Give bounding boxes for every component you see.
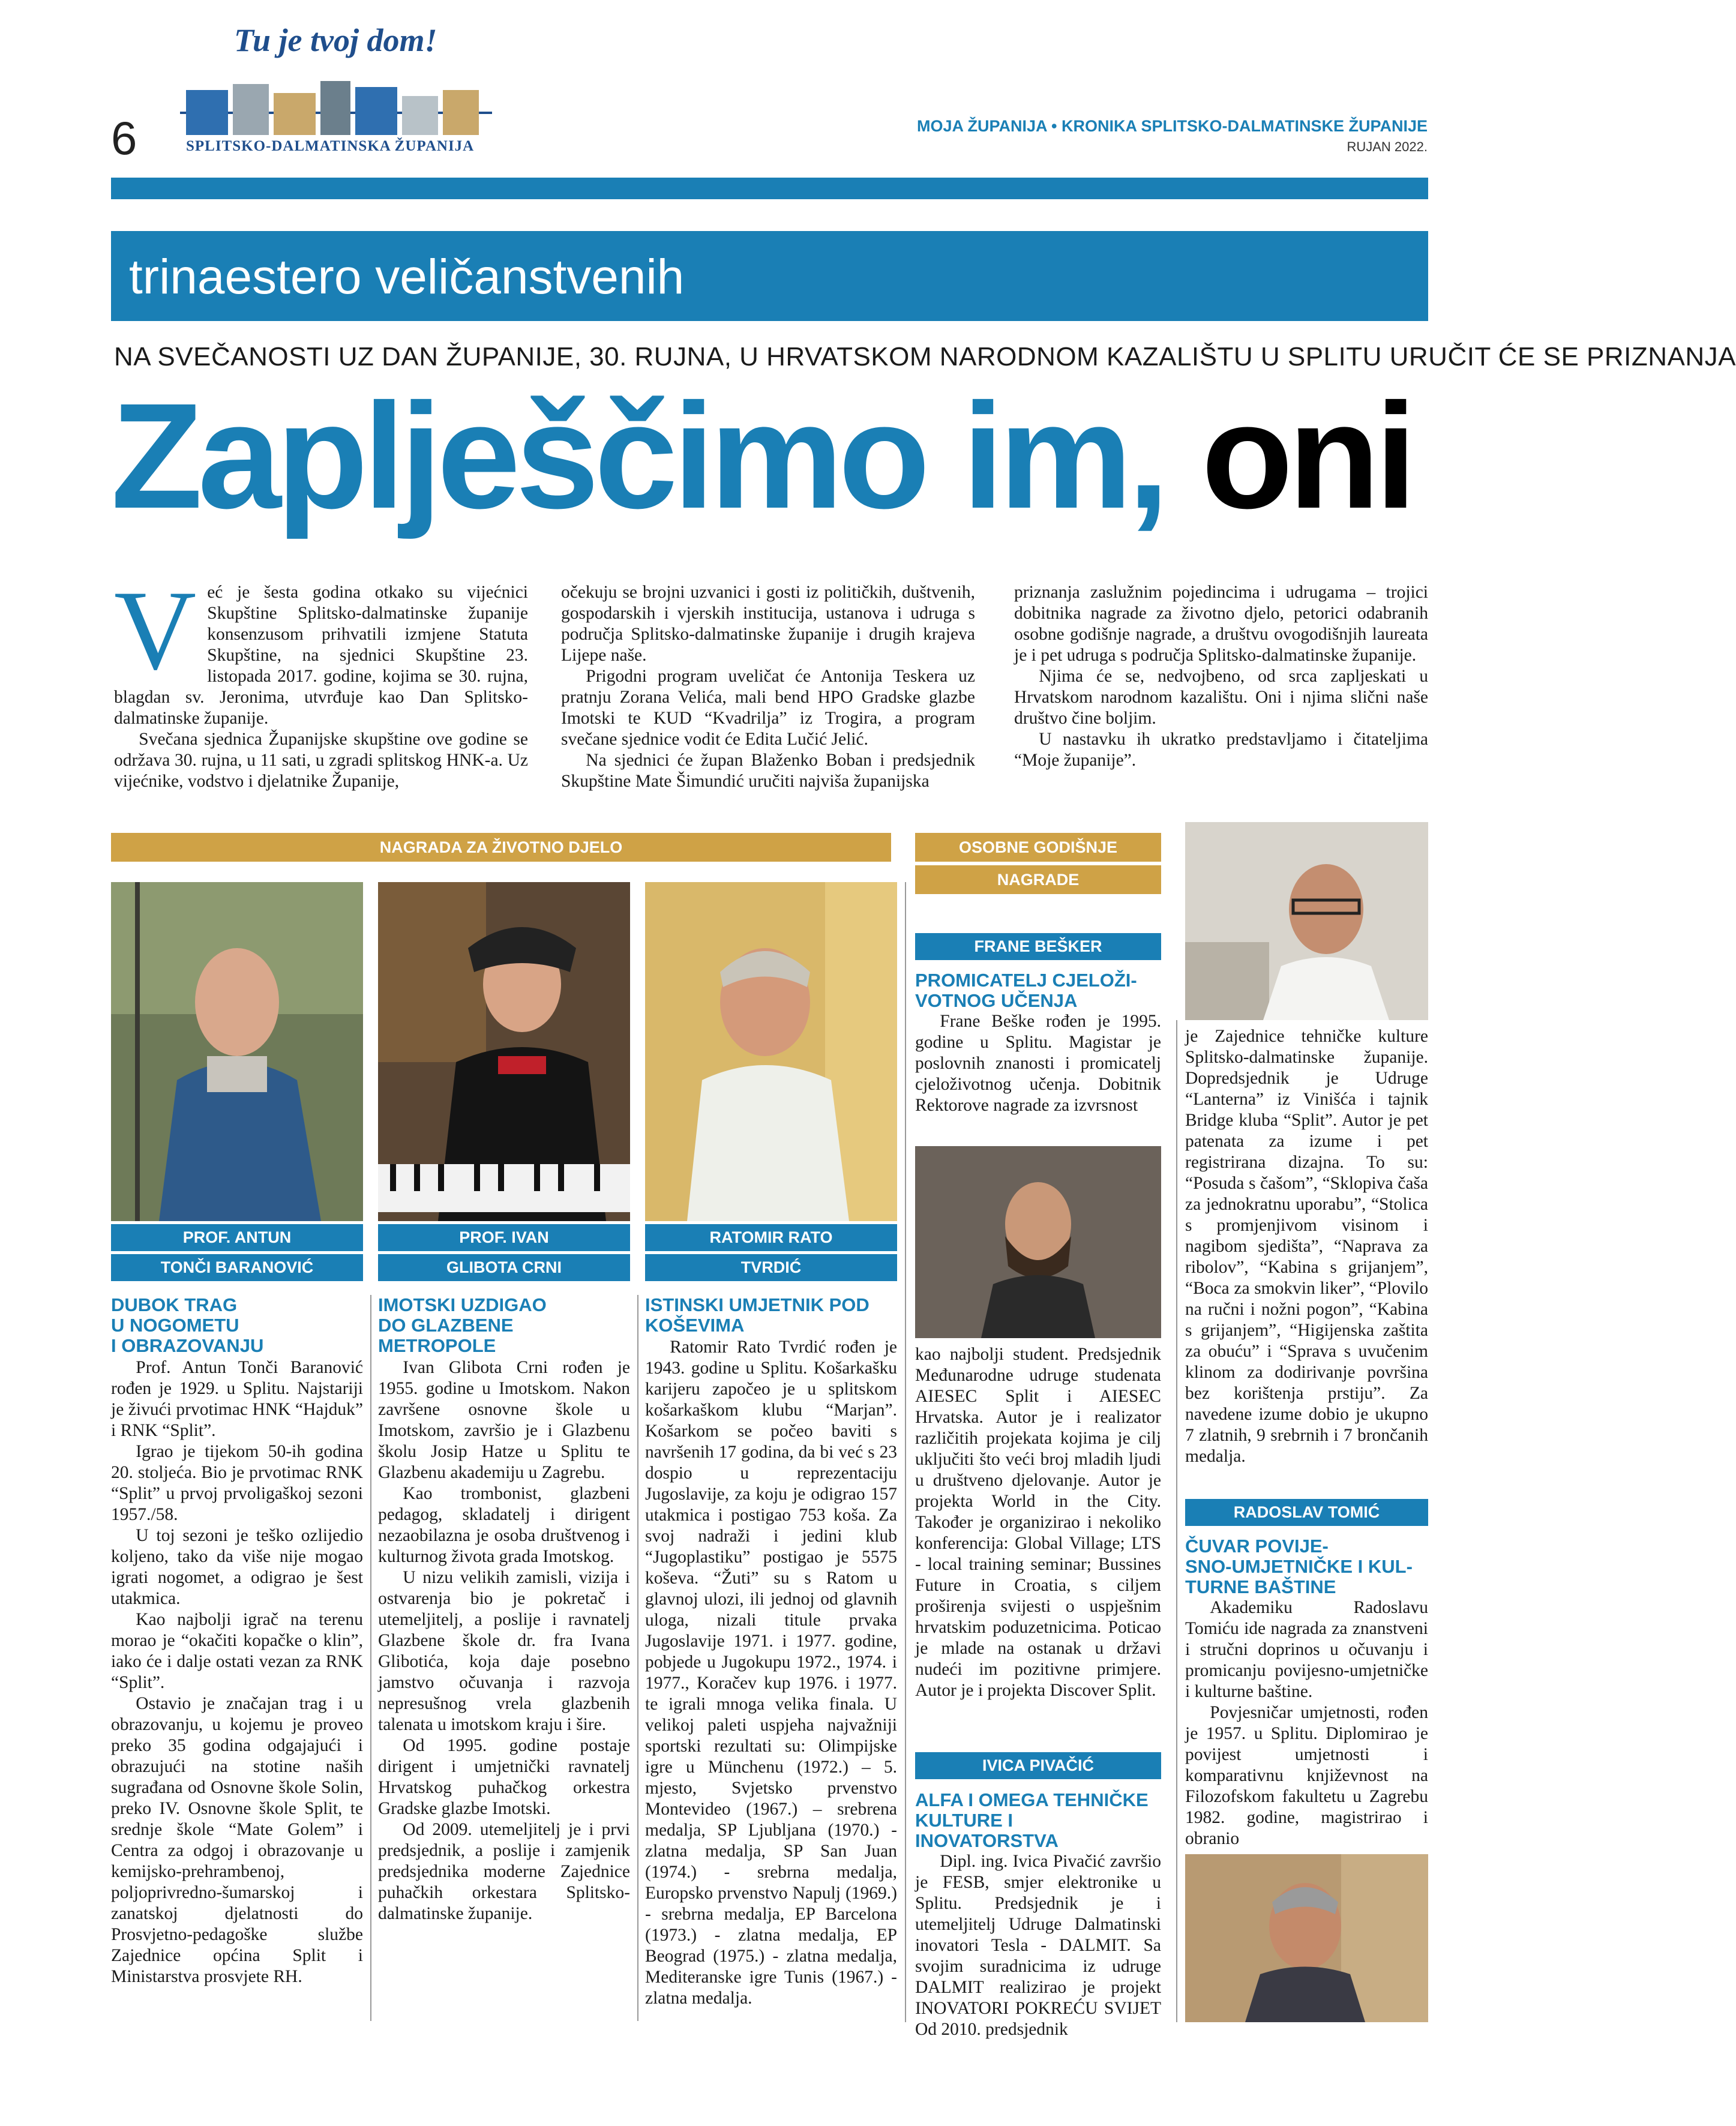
paragraph: Akademiku Radoslavu Tomiću ide nagrada za znanstveni i stručni doprinos u očuvanju i promicanju povijesno-umjetničke i kulturne baštine. [1185,1598,1428,1701]
paragraph: Od 2009. utemeljitelj je i prvi predsjednik, a poslije i zamjenik predsjednika moderne Zajednice puhačkih orkestara Splitsko-dalmatinske županije. [378,1820,630,1923]
article-besker [915,970,1161,1116]
name-line: GLIBOTA CRNI [378,1254,630,1281]
annual-award-line: NAGRADE [915,865,1161,894]
paragraph: Prof. Antun Tonči Baranović rođen je 1929. u Splitu. Najstariji je živući prvotimac HNK “Hajduk” i RNK “Split”. [111,1358,363,1440]
column-divider [905,882,906,2022]
subhead-line: VOTNOG UČENJA [915,990,1078,1011]
paragraph: Kao trombonist, glazbeni pedagog, skladatelj i dirigent nezaobilazna je osoba društvenog i kulturnog života grada Imotskog. [378,1484,630,1566]
article-pivacic [915,1790,1161,2040]
page-number: 6 [111,112,137,164]
paragraph: je Zajednice tehničke kulture Splitsko-dalmatinske županije. Dopredsjednik je Udruge “Lanterna” iz Vinišća i tajnik Bridge kluba “Split”. Autor je pet patenata za izume i pet registrirana dizajna. To su: “Posuda s čašom”, “Sklopiva čaša za jednokratnu uporabu”, “Stolica s promjenjivom visinom i nagibom sjedišta”, “Naprava za ribolov”, “Kabina s grijanjem”, “Boca za smokvin liker”, “Plovilo na ručni i nožni pogon”, “Kabina s grijanjem”, “Higijenska zaštita za obuću” i “Sprava s uvučenim klinom za dodirivanje površina bez korištenja prstiju”. Za navedene izume dobio je ukupno 7 zlatnih, 9 srebrnih i 7 brončanih medalja. [1185,1027,1428,1466]
subhead-line: IMOTSKI UZDIGAO [378,1294,547,1315]
name-bar-glibota [378,1224,630,1281]
subhead-line: ISTINSKI UMJETNIK POD [645,1294,870,1315]
logo-graphic [180,66,492,138]
subhead-line: DO GLAZBENE [378,1315,514,1336]
paragraph: U toj sezoni je teško ozlijedio koljeno, tako da više nije mogao igrati nogomet, a odigrao je šest utakmica. [111,1526,363,1608]
article-glibota [378,1295,630,1924]
name-bar-baranovic [111,1224,363,1281]
header-strip [111,178,1428,199]
paragraph: Ivan Glibota Crni rođen je 1955. godine u Imotskom. Nakon završene osnovne škole u Imotskom, završio je i Glazbenu školu Josip Hatze u Splitu te Glazbenu akademiju u Zagrebu. [378,1358,630,1482]
article-baranovic [111,1295,363,1987]
section-banner-text: trinaestero veličanstvenih [129,250,685,304]
subhead [645,1295,897,1336]
county-logo [180,12,492,162]
subhead-line: U NOGOMETU [111,1315,239,1336]
intro-paragraph: očekuju se brojni uzvanici i gosti iz političkih, duštvenih, gospodarskih i vjerskih institucija, ustanova i udruga s područja Splitsko-dalmatinske županije i drugih krajeva Lijepe naše. [561,583,975,665]
column-divider [370,1295,371,2021]
drop-cap: V [114,568,197,694]
article-body [915,1011,1161,1116]
intro-paragraph: Na sjednici će župan Blaženko Boban i predsjednik Skupštine Mate Šimundić uručiti najviša županijska [561,751,975,791]
paragraph: Igrao je tijekom 50-ih godina 20. stoljeća. Bio je prvotimac RNK “Split” u prvoj prvoligaškoj sezoni 1957./58. [111,1442,363,1524]
intro-paragraph: priznanja zaslužnim pojedincima i udrugama – trojici dobitnika nagrade za životno djelo, petorici odabranih osobne godišnje nagrade, a društvu ovogodišnjih laureata je i pet udruga s područja Splitsko-dalmatinske županije. [1014,583,1428,665]
page-header [0,0,1536,180]
subhead-line: DUBOK TRAG [111,1294,238,1315]
issue-date: RUJAN 2022. [1347,139,1428,154]
paragraph: Od 1995. godine postaje dirigent i umjetnički ravnatelj Hrvatskog puhačkog orkestra Gradske glazbe Imotski. [378,1736,630,1818]
paragraph: Dipl. ing. Ivica Pivačić završio je FESB, smjer elektronike u Splitu. Predsjednik je i utemeljitelj Udruge Dalmatinski inovatori Tesla - DALMIT. Sa svojim suradnicima iz udruge DALMIT realizirao je projekt INOVATORI POKREĆU SVIJET Od 2010. predsjednik [915,1852,1161,2039]
paragraph: Kao najbolji igrač na terenu morao je “okačiti kopačke o klin”, iako će i dalje ostati vezan za RNK “Split”. [111,1610,363,1692]
life-award-banner: NAGRADA ZA ŽIVOTNO DJELO [111,833,891,862]
subhead-line: I OBRAZOVANJU [111,1335,264,1356]
subhead-line: KOŠEVIMA [645,1315,745,1336]
name-line: TVRDIĆ [645,1254,897,1281]
name-bar-pivacic: IVICA PIVAČIĆ [915,1752,1161,1779]
intro-paragraph: Njima će se, nedvojbeno, od srca zapljeskati u Hrvatskom narodnom kazalištu. Oni i njima slični naše društvo čine boljim. [1014,667,1428,728]
column-divider [1176,1020,1177,2022]
headline-black: oni [1201,372,1412,539]
headline-blue: Zaplješčimo im, [111,372,1165,539]
intro-paragraph: Prigodni program uveličat će Antonija Teskera uz pratnju Zorana Velića, mali bend HPO Gradske glazbe Imotski te KUD “Kvadrilja” iz Trogira, a program svečane sjednice vodit će Edita Lučić Jelić. [561,667,975,749]
article-body [915,1851,1161,2040]
article-tomic [1185,1536,1428,1849]
logo-text: SPLITSKO-DALMATINSKA ŽUPANIJA [186,138,475,154]
subhead-line: TURNE BAŠTINE [1185,1576,1336,1597]
photo-baranovic [111,882,363,1221]
intro-paragraph: eć je šesta godina otkako su vijećnici Skupštine Splitsko-dalmatinske županije konsenzusom prihvatili izmjene Statuta Skupštine, na sjednici Skupštine 23. listopada 2017. godine, kojima se 30. rujna, blagdan sv. Jeronima, utvrđuje kao Dan Splitsko-dalmatinske županije. [114,583,528,728]
name-line: PROF. ANTUN [111,1224,363,1251]
paragraph: Povjesničar umjetnosti, rođen je 1957. u Splitu. Diplomirao je povijest umjetnosti i komparativnu književnost na Filozofskom fakultetu u Zagrebu 1982. godine, magistrirao i obranio [1185,1703,1428,1848]
intro-column-2 [561,582,975,792]
article-body [111,1357,363,1987]
article-body [1185,1597,1428,1849]
publication-title: MOJA ŽUPANIJA • KRONIKA SPLITSKO-DALMATINSKE ŽUPANIJE [917,117,1428,135]
subhead-line: PROMICATELJ CJELOŽI- [915,970,1137,991]
subhead-line: ČUVAR POVIJE- [1185,1536,1329,1557]
subhead [1185,1536,1428,1597]
subhead-line: ALFA I OMEGA TEHNIČKE [915,1789,1149,1810]
subhead [111,1295,363,1356]
subhead-line: SNO-UMJETNIČKE I KUL- [1185,1556,1413,1577]
annual-award-banner [915,833,1161,894]
paragraph: Ostavio je značajan trag i u obrazovanju, u kojemu je proveo preko 35 godina odgajajući i obrazujući na stotine naših sugrađana od Osnovne škole Solin, preko IV. Osnovne škole Split, te srednje škole “Mate Golem” i Centra za odgoj i obrazovanje u kemijsko-prehrambenoj, poljoprivredno-šumarskoj i zanatskoj djelatnosti do Prosvjetno-pedagoške službe Zajednice općina Split i Ministarstva prosvjete RH. [111,1694,363,1986]
paragraph: Ratomir Rato Tvrdić rođen je 1943. godine u Splitu. Košarkašku karijeru započeo je u splitskom košarkaškom klubu “Marjan”. Košarkom se počeo baviti s navršenih 17 godina, da bi već s 23 dospio u reprezentaciju Jugoslavije, za koju je odigrao 157 utakmica i postigao 753 koša. Za svoj nadraži i jedini klub “Jugoplastiku” postigao je 5575 koševa. “Žuti” su s Ratom u glavnoj ulozi, ili jednoj od glavnih uloga, nizali titule prvaka Jugoslavije 1971. i 1977. godine, pobjede u Jugokupu 1972., 1974. i 1977., Koračev kup 1976. i 1977. te igrali mnoga velika finala. U velikoj paleti uspjeha najvažniji sportski rezultati su: Olimpijske igre u Münchenu (1972.) – 5. mjesto, Svjetsko prvenstvo Montevideo (1967.) – srebrena medalja, SP Ljubljana (1970.) - zlatna medalja, SP San Juan (1974.) - srebrna medalja, Europsko prvenstvo Napulj (1969.) - srebrna medalja, EP Barcelona (1973.) - zlatna medalja, EP Beograd (1975.) - zlatna medalja, Mediteranske igre Tunis (1967.) - zlatna medalja. [645,1338,897,2008]
photo-glibota [378,882,630,1221]
article-besker-cont [915,1344,1161,1701]
subhead-line: KULTURE I INOVATORSTVA [915,1810,1059,1851]
article-pivacic-cont [1185,1026,1428,1467]
intro-column-3 [1014,582,1428,771]
subhead [915,970,1161,1011]
headline [111,369,1412,543]
intro-paragraph: Svečana sjednica Županijske skupštine ove godine se održava 30. rujna, u 11 sati, u zgradi splitskog HNK-a. Uz vijećnike, vodstvo i djelatnike Županije, [114,730,528,791]
name-line: TONČI BARANOVIĆ [111,1254,363,1281]
paragraph: U nizu velikih zamisli, vizija i ostvarenja bio je pokretač i utemeljitelj, a poslije i ravnatelj Glazbene škole dr. fra Ivana Glibotića, koja daje posebno jamstvo očuvanja i razvoja nepresušnog vrela glazbenih talenata u imotskom kraju i šire. [378,1568,630,1734]
article-tvrdic [645,1295,897,2009]
paragraph: kao najbolji student. Predsjednik Međunarodne udruge studenata AIESEC Split i AIESEC Hrvatska. Autor je i realizator različitih projekata kojima je cilj uključiti što veći broj mladih ljudi u društveno djelovanje. Autor je projekta World in the City. Također je organizirao i nekoliko konferencija: Global Village; LTS - local training seminar; Bussines Future in Croatia, s ciljem proširenja svijesti o uspješnim hrvatskim poduzetnicima. Poticao je mlade na ostanak u državi nudeći im pozitivne primjere. Autor je i projekta Discover Split. [915,1345,1161,1700]
kicker: NA SVEČANOSTI UZ DAN ŽUPANIJE, 30. RUJNA, U HRVATSKOM NARODNOM KAZALIŠTU U SPLITU URUČIT ĆE SE PRIZNANJA [114,342,1736,371]
photo-tvrdic [645,882,897,1221]
article-body [378,1357,630,1924]
intro-paragraph: U nastavku ih ukratko predstavljamo i čitateljima “Moje županije”. [1014,730,1428,770]
annual-award-line: OSOBNE GODIŠNJE [915,833,1161,862]
name-bar-tomic: RADOSLAV TOMIĆ [1185,1499,1428,1526]
column-divider [637,1295,638,2021]
name-line: RATOMIR RATO [645,1224,897,1251]
article-body [645,1337,897,2009]
subhead [378,1295,630,1356]
intro-column-1 [114,568,528,792]
paragraph: Frane Beške rođen je 1995. godine u Splitu. Magistar je poslovnih znanosti i promicatelj cjeloživotnog učenja. Dobitnik Rektorove nagrade za izvrsnost [915,1012,1161,1115]
name-line: PROF. IVAN [378,1224,630,1251]
photo-pivacic [1185,822,1428,1020]
subhead [915,1790,1161,1851]
name-bar-tvrdic [645,1224,897,1281]
photo-tomic [1185,1854,1428,2022]
section-banner [111,231,1428,321]
subhead-line: METROPOLE [378,1335,496,1356]
photo-besker [915,1146,1161,1338]
name-bar-besker: FRANE BEŠKER [915,933,1161,960]
logo-slogan: Tu je tvoj dom! [234,22,437,58]
